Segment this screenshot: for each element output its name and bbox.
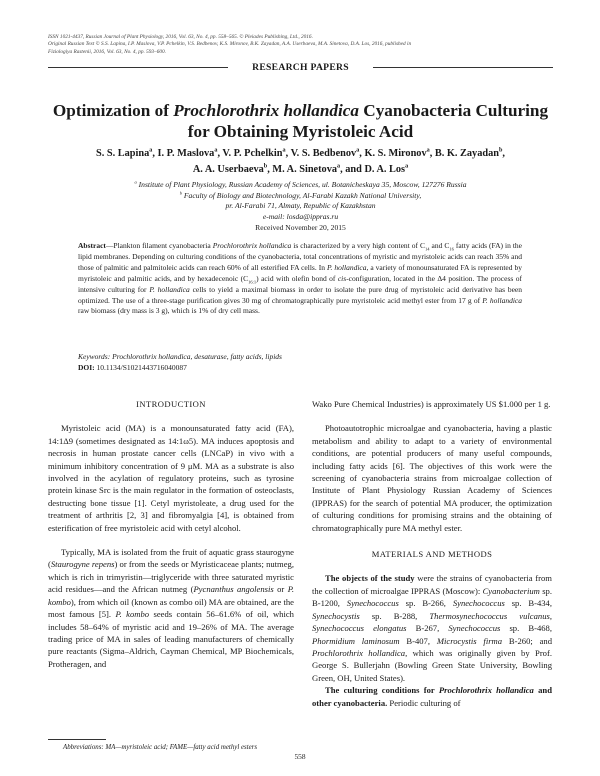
author-name: I. P. Maslova (157, 148, 215, 159)
author-separator: , (429, 148, 435, 159)
abstract-label: Abstract (78, 241, 106, 250)
author-separator: , (267, 163, 273, 175)
footnote-abbreviations: Abbreviations: MA—myristoleic acid; FAME—fatty acid methyl esters (63, 744, 258, 751)
article-title (48, 100, 553, 142)
author-name: V. S. Bedbenov (290, 148, 357, 159)
keywords-label: Keywords: (78, 352, 111, 361)
section-band (48, 62, 553, 74)
title-pre: Optimization of (52, 101, 174, 120)
title-organism: Prochlorothrix hollandica (173, 101, 359, 120)
author-affiliation-mark: b (498, 146, 503, 154)
author-separator: , (502, 148, 505, 159)
author-separator: , (217, 148, 223, 159)
methods-culturing-paragraph: The culturing conditions for Prochlorothrix hollandica and other cyanobacteria. Periodic culturing of (312, 685, 552, 708)
author-affiliation-mark: a (282, 146, 286, 154)
intro-paragraph-2: Typically, MA is isolated from the fruit of aquatic grass staurogyne (Staurogyne repens) or from the seeds or Myristicaceae plants; nutmeg, which is rich in trimyristin—triglyceride with three saturated myristic acid residues—and the African nutmeg (Pycnanthus angolensis or P. kombo), from which oil (known as combo oil) MA are obtained, are the most famous [5]. P. kombo seeds contain 56–61.6% of oil, which includes 58–64% of myristic acid and 19–26% of MA. The average trading price of MA in sales of leading manufacturers of chemically pure reactants (Sigma–Aldrich, Cayman Chemical, MP Biochemicals, Protheragen, and (48, 547, 294, 669)
author-line-2 (48, 162, 553, 178)
author-name: D. A. Los (364, 163, 406, 175)
journal-header (48, 34, 553, 56)
author-name: A. A. Userbaeva (192, 163, 264, 175)
author-affiliation-mark: a (405, 162, 409, 170)
journal-header-line3: Fiziologiya Rastenii, 2016, Vol. 63, No. 4, pp. 593–600. (48, 48, 167, 55)
author-separator: , (152, 148, 158, 159)
author-separator: , (285, 148, 291, 159)
methods-objects-paragraph: The objects of the study were the strains of cyanobacteria from the collection of microalgae IPPRAS (Moscow): Cyanobacterium sp. B-1200, Synechococcus sp. B-266, Synechococcus sp. B-434, Synechocystis sp. B-288, Thermosynechococcus vulcanus, Synechococcus elongatus B-267, Synechococcus sp. B-468, Phormidium laminosum B-407, Microcystis firma B-260; and Prochlorothrix hollandica, which was originally given by Prof. George S. Bullerjahn (Bowling Green State University, Bowling Green, OH, United States). (312, 573, 553, 683)
author-name: M. A. Sinetova (272, 163, 338, 175)
doi (78, 362, 187, 373)
intro-paragraph-1: Myristoleic acid (MA) is a monounsaturated fatty acid (FA), 14:1Δ9 (sometimes designated as 14:1ω5). MA induces apoptosis and necrosis in human prostate cancer cells (LNCaP) in vivo with a minimum inhibitory concentration of 9 μM. MA as a substrate is also involved in the acylation of regulatory proteins, such as tyrosine protein kinase Src is the main regulator in the formation of osteoclasts, destructing bone tissue [1]. Cetyl myristoleate, a drug used for the treatment of arthritis [2, 3] and fibromyalgia [4], is obtained from esterification of free myristoleic acid with cetyl alcohol. (48, 423, 294, 533)
keywords: Keywords: Prochlorothrix hollandica, desaturase, fatty acids, lipids (78, 352, 282, 361)
left-column (48, 398, 294, 670)
doi-label: DOI: (78, 363, 95, 372)
author-affiliation-mark: a (149, 146, 153, 154)
abstract: Abstract—Plankton filament cyanobacteria Prochlorothrix hollandica is characterized by a very high content of $C_{14}$ and $C_{16}$ fatty acids (FA) in the lipid membranes. Depending on culturing conditions of the cyanobacteria, total concentrations of myristic and myristoleic acids can reach 35% and those of palmitic and palmitoleic acids can reach 60% of all esterified FA cells. In P. hollandica, a variety of monounsaturated FA is represented by myristoleic and palmitic acids, and by hexadecenoic $(C_{16:1})$ acid with olefin bond of cis-configuration, located in the Δ4 position. The process of intensive culturing for P. hollandica cells to yield a maximal biomass in order to isolate the pure drug of myristoleic acid derivative has been optimized. The use of a three-stage purification gives 30 mg of chromatographically pure myristoleic acid methyl ester from 17 g of P. hollandica raw biomass (dry mass is 3 g), which is 1% of dry cell mass. (78, 241, 523, 316)
affiliation-a: $^a$ Institute of Plant Physiology, Russian Academy of Sciences, ul. Botanicheskaya 35, Moscow, 127276 Russia (134, 179, 467, 189)
affiliation-b-address: pr. Al-Farabi 71, Almaty, Republic of Kazakhstan (225, 201, 376, 211)
title-line2: for Obtaining Myristoleic Acid (187, 122, 414, 141)
contact-email[interactable]: e-mail: losda@ippras.ru (262, 212, 339, 222)
author-name: K. S. Mironov (364, 148, 427, 159)
doi-value[interactable]: 10.1134/S1021443716040087 (96, 363, 187, 372)
received-date: Received November 20, 2015 (255, 222, 346, 232)
author-affiliation-mark: a (214, 146, 218, 154)
author-affiliation-mark: a (337, 162, 341, 170)
author-name: S. S. Lapina (96, 148, 150, 159)
introduction-heading: INTRODUCTION (136, 399, 206, 409)
author-affiliation-mark: a (356, 146, 360, 154)
author-name: V. P. Pchelkin (222, 148, 283, 159)
author-separator: , and (340, 163, 365, 175)
author-line-1 (48, 146, 553, 162)
methods-heading: MATERIALS AND METHODS (371, 549, 493, 560)
section-label: RESEARCH PAPERS (246, 62, 355, 73)
author-affiliation-mark: b (263, 162, 268, 170)
page-number: 558 (294, 752, 306, 761)
author-list (48, 146, 553, 177)
author-affiliation-mark: a (426, 146, 430, 154)
journal-header-line2: Original Russian Text © S.S. Lapina, I.P. Maslova, V.P. Pchelkin, V.S. Bedbenov, K.S. Mironov, B.K. Zayadan, A.A. Userbaeva, M.A. Sinetova, D.A. Los, 2016, published in (48, 41, 412, 48)
intro-paragraph-3: Photoautotrophic microalgae and cyanobacteria, having a plastic metabolism and ability to adapt to a variety of environmental conditions, are potential producers of many useful compounds, including fatty acids [6]. The objectives of this work were the screening of cyanobacteria strains from microalgae collection of Institute of Plant Physiology Russian Academy of Sciences (IPPRAS) for the search of potential MA producer, the optimization of culturing conditions for promising strains and the obtaining of chromatographically pure MA methyl ester. (312, 423, 552, 533)
affiliation-b: $^b$ Faculty of Biology and Biotechnology, Al-Farabi Kazakh National University, (179, 190, 422, 200)
title-post: Cyanobacteria Culturing (359, 101, 549, 120)
right-column (312, 398, 552, 709)
intro-paragraph-2-continued: Wako Pure Chemical Industries) is approximately US $1.000 per 1 g. (312, 399, 551, 409)
author-separator: , (359, 148, 365, 159)
affiliations (48, 180, 553, 234)
footnote-rule (48, 739, 106, 740)
author-name: B. K. Zayadan (434, 148, 499, 159)
journal-header-line1: ISSN 1021-4437, Russian Journal of Plant Physiology, 2016, Vol. 63, No. 4, pp. 558–565. © Pleiades Publishing, Ltd., 2016. (48, 34, 313, 40)
